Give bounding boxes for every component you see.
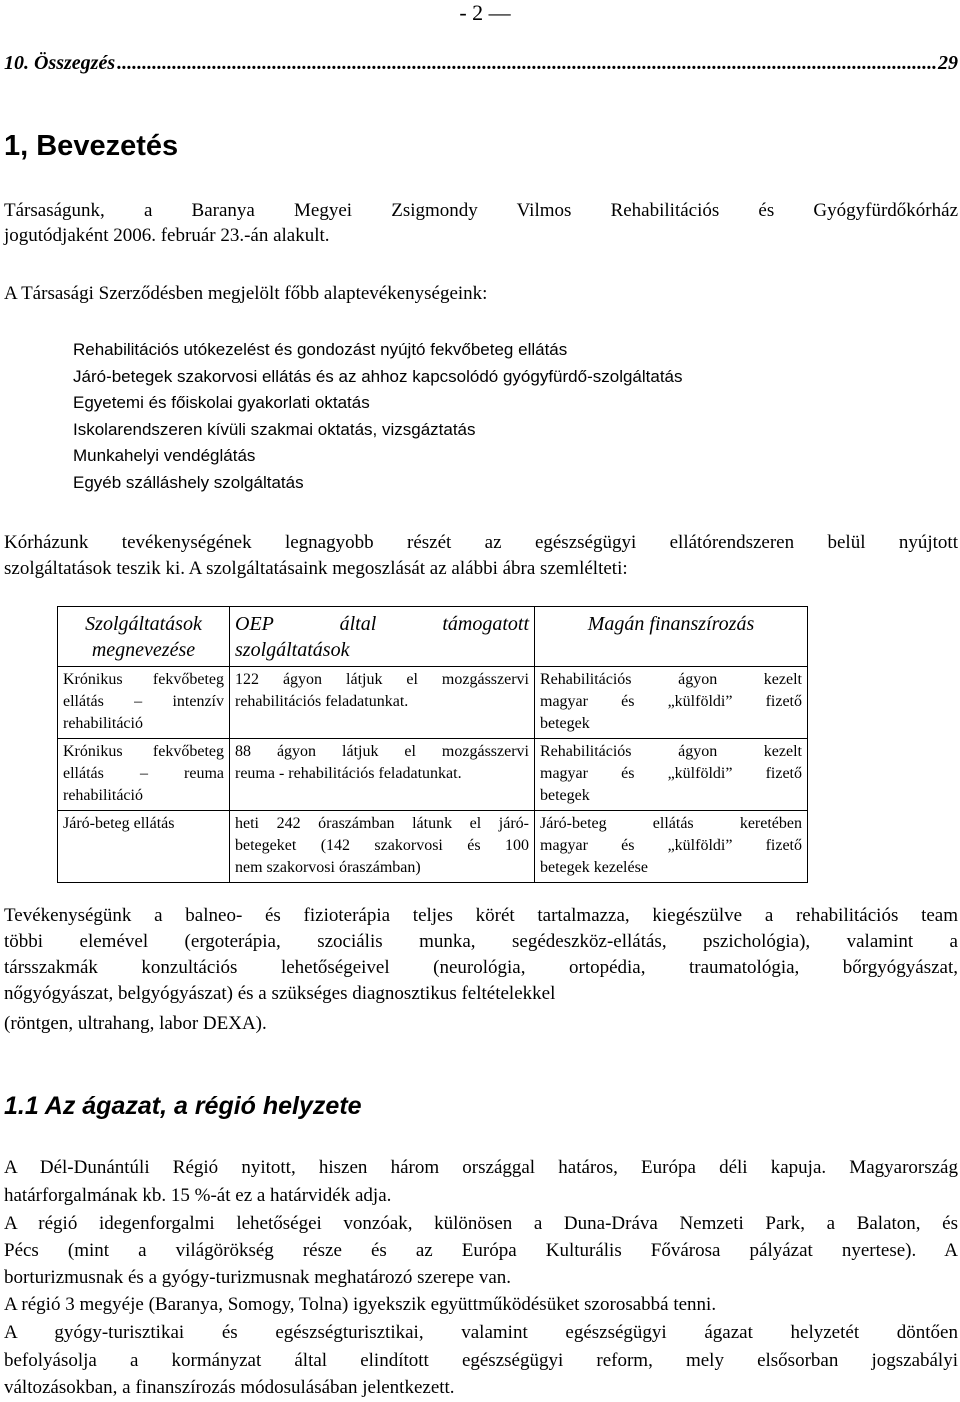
intro-line-2: jogutódjaként 2006. február 23.-án alakult.	[4, 225, 330, 246]
table-cell-name: Krónikus fekvőbeteg ellátás – intenzív rehabilitáció	[58, 667, 230, 739]
therapy-line-5: (röntgen, ultrahang, labor DEXA).	[4, 1013, 267, 1034]
table-cell-oep: 88 ágyon látjuk el mozgásszervi reuma - rehabilitációs feladatunkat.	[230, 739, 535, 811]
therapy-line-3: társszakmák konzultációs lehetőségeivel (neurológia, ortopédia, traumatológia, bőrgyógyászat,	[4, 957, 958, 978]
region-line-4: Pécs (mint a világörökség része és az Európa Kulturális Fővárosa pályázat nyertese). A	[4, 1240, 958, 1261]
intro-line-1: Társaságunk, a Baranya Megyei Zsigmondy Vilmos Rehabilitációs és Gyógyfürdőkórház	[4, 200, 958, 221]
therapy-line-2: többi elemével (ergoterápia, szociális munka, segédeszköz-ellátás, pszichológia), valamint a	[4, 931, 958, 952]
activities-intro: A Társasági Szerződésben megjelölt főbb alaptevékenységeink:	[4, 283, 488, 304]
subsection-title: 1.1 Az ágazat, a régió helyzete	[4, 1092, 362, 1120]
toc-leader-dots	[117, 50, 936, 76]
services-line-1: Kórházunk tevékenységének legnagyobb részét az egészségügyi ellátórendszeren belül nyújtott	[4, 532, 958, 553]
table-row	[58, 739, 808, 811]
therapy-line-4: nőgyógyászat, belgyógyászat) és a szükséges diagnosztikus feltételekkel	[4, 983, 556, 1004]
region-line-3: A régió idegenforgalmi lehetőségei vonzóak, különösen a Duna-Dráva Nemzeti Park, a Balaton, és	[4, 1213, 958, 1234]
list-item: Iskolarendszeren kívüli szakmai oktatás, vizsgáztatás	[73, 419, 476, 439]
table-cell-name: Krónikus fekvőbeteg ellátás – reuma rehabilitáció	[58, 739, 230, 811]
toc-entry[interactable]	[4, 50, 958, 76]
section-title: 1, Bevezetés	[4, 130, 179, 162]
region-line-7: A gyógy-turisztikai és egészségturisztikai, valamint egészségügyi ágazat helyzetét döntően	[4, 1322, 958, 1343]
table-cell-private: Rehabilitációs ágyon kezelt magyar és „külföldi” fizető betegek	[535, 667, 808, 739]
therapy-line-1: Tevékenységünk a balneo- és fizioterápia teljes körét tartalmazza, kiegészülve a rehabilitációs team	[4, 905, 958, 926]
region-line-1: A Dél-Dunántúli Régió nyitott, hiszen három országgal határos, Európa déli kapuja. Magyarország	[4, 1157, 958, 1178]
region-line-8: befolyásolja a kormányzat által elindított egészségügyi reform, mely elsősorban jogszabályi	[4, 1350, 958, 1371]
table-cell-oep: 122 ágyon látjuk el mozgásszervi rehabilitációs feladatunkat.	[230, 667, 535, 739]
table-row	[58, 811, 808, 883]
toc-entry-page: 29	[938, 52, 958, 74]
table-header-oep: OEP által támogatott szolgáltatások	[230, 607, 535, 667]
list-item: Egyéb szálláshely szolgáltatás	[73, 472, 304, 492]
table-cell-private: Járó-beteg ellátás keretében magyar és „külföldi” fizető betegek kezelése	[535, 811, 808, 883]
toc-entry-label: 10. Összegzés	[4, 52, 116, 74]
list-item: Egyetemi és főiskolai gyakorlati oktatás	[73, 393, 370, 412]
table-header-row	[58, 607, 808, 667]
services-line-2: szolgáltatások teszik ki. A szolgáltatásaink megoszlását az alábbi ábra szemlélteti:	[4, 558, 628, 579]
table-header-services: Szolgáltatások megnevezése	[58, 607, 230, 667]
table-header-private: Magán finanszírozás	[535, 607, 808, 667]
table-row	[58, 667, 808, 739]
list-item: Járó-betegek szakorvosi ellátás és az ahhoz kapcsolódó gyógyfürdő-szolgáltatás	[73, 366, 683, 386]
services-table	[57, 606, 808, 883]
table-cell-name: Járó-beteg ellátás	[58, 811, 230, 883]
table-cell-oep: heti 242 óraszámban látunk el járó- betegeket (142 szakorvosi és 100 nem szakorvosi óraszámban)	[230, 811, 535, 883]
list-item: Munkahelyi vendéglátás	[73, 446, 256, 465]
region-line-2: határforgalmának kb. 15 %-át ez a határvidék adja.	[4, 1185, 392, 1206]
table-cell-private: Rehabilitációs ágyon kezelt magyar és „külföldi” fizető betegek	[535, 739, 808, 811]
page-number: - 2 —	[459, 0, 511, 25]
list-item: Rehabilitációs utókezelést és gondozást nyújtó fekvőbeteg ellátás	[73, 340, 568, 359]
activities-list	[73, 337, 683, 496]
region-line-5: borturizmusnak és a gyógy-turizmusnak meghatározó szerepe van.	[4, 1267, 512, 1288]
region-line-6: A régió 3 megyéje (Baranya, Somogy, Tolna) igyekszik együttműködésüket szorosabbá tenni.	[4, 1294, 717, 1315]
region-line-9: változásokban, a finanszírozás módosulásában jelentkezett.	[4, 1377, 455, 1398]
